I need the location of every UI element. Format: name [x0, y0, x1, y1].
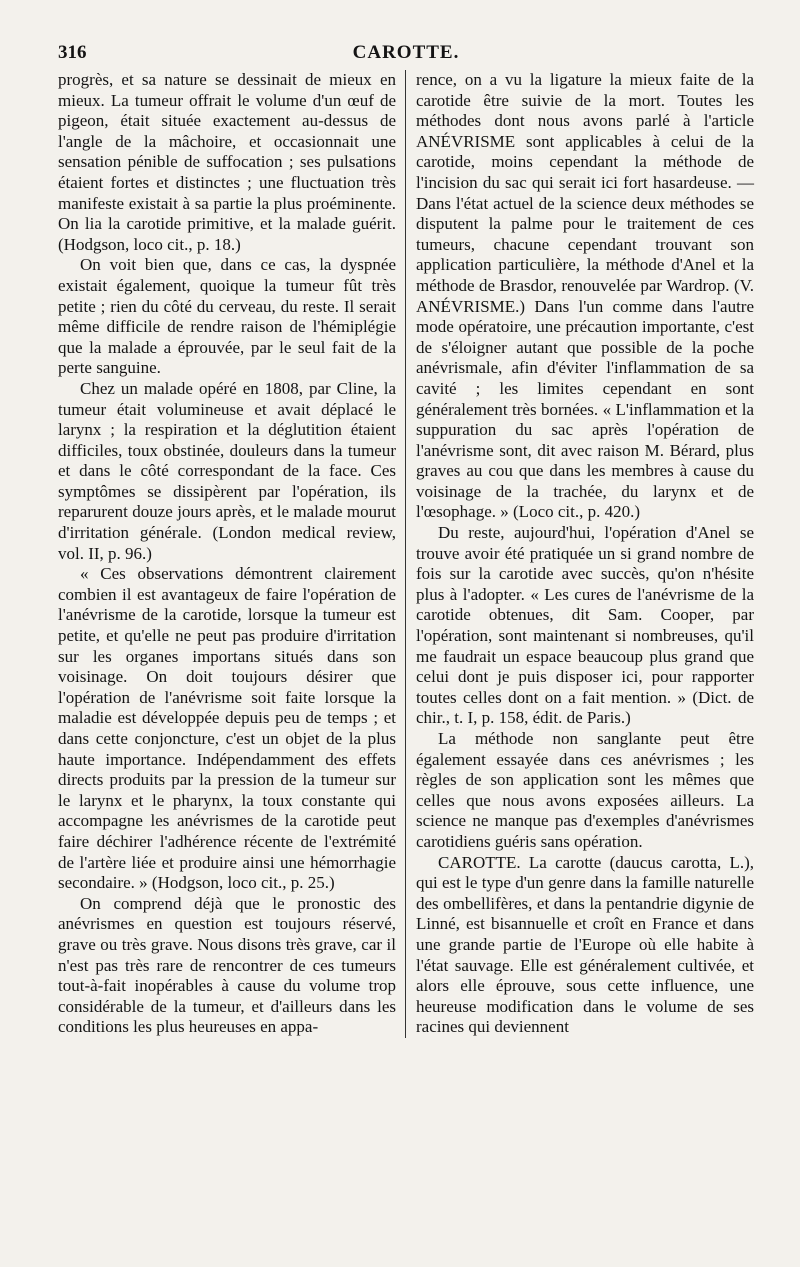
page-number: 316 [58, 42, 87, 63]
left-column [58, 70, 396, 1038]
paragraph: « Ces observations démontrent clairement combien il est avantageux de faire l'opération de l'anévrisme de la carotide, lorsque la tumeur est petite, et qu'elle ne peut pas produire d'irritation sur les organes importans situés dans son voisinage. On doit toujours désirer que l'opération de l'anévrisme soit faite lorsque la maladie est développée depuis peu de temps ; et dans cette conjoncture, c'est un objet de la plus haute importance. Indépendamment des effets directs produits par la pression de la tumeur sur le larynx et le pharynx, la toux constante qui accompagne les anévrismes de la carotide peut faire déchirer l'adhérence récente de l'extrémité de l'artère liée et produire ainsi une hémorrhagie secondaire. » (Hodgson, loco cit., p. 25.) [58, 564, 396, 893]
running-title: CAROTTE. [352, 42, 460, 63]
paragraph: rence, on a vu la ligature la mieux faite de la carotide être suivie de la mort. Toutes les méthodes dont nous avons parlé à l'article ANÉVRISME sont applicables à celui de la carotide, moins cependant la méthode de l'incision du sac qui serait ici fort hasardeuse. — Dans l'état actuel de la science deux méthodes se disputent la palme pour le traitement de ces tumeurs, chacune cependant trouvant son application particulière, la méthode d'Anel et la méthode de Brasdor, renouvelée par Wardrop. (V. ANÉVRISME.) Dans l'un comme dans l'autre mode opératoire, une précaution importante, c'est de s'éloigner autant que possible de la poche anévrismale, afin d'éviter l'inflammation de sa cavité ; les limites cependant en sont généralement très bornées. « L'inflammation et la suppuration du sac après l'opération de l'anévrisme sont, dit avec raison M. Bérard, plus graves au cou que dans les membres à cause du voisinage de la trachée, du larynx et de l'œsophage. » (Loco cit., p. 420.) [416, 70, 754, 522]
paragraph: On voit bien que, dans ce cas, la dyspnée existait également, quoique la tumeur fût très petite ; rien du côté du cerveau, du reste. Il serait même difficile de rendre raison de l'hémiplégie que la malade a éprouvée, par le seul fait de la perte sanguine. [58, 255, 396, 378]
paragraph: progrès, et sa nature se dessinait de mieux en mieux. La tumeur offrait le volume d'un œuf de pigeon, était située exactement au-dessus de l'angle de la mâchoire, et occasionnait une sensation pénible de suffocation ; ses pulsations étaient fortes et distinctes ; une fluctuation très manifeste existait à sa partie la plus proéminente. On lia la carotide primitive, et la malade guérit. (Hodgson, loco cit., p. 18.) [58, 70, 396, 254]
page-header [58, 38, 754, 68]
paragraph: Du reste, aujourd'hui, l'opération d'Anel se trouve avoir été pratiquée un si grand nombre de fois sur la carotide avec succès, qu'on n'hésite plus à l'adopter. « Les cures de l'anévrisme de la carotide obtenues, dit Sam. Cooper, par l'opération, sont maintenant si nombreuses, qu'il me faudrait un espace beaucoup plus grand que celui dont je puis disposer ici, pour rapporter toutes celles dont on a fait mention. » (Dict. de chir., t. I, p. 158, édit. de Paris.) [416, 523, 754, 728]
right-column [416, 70, 754, 1038]
column-divider [405, 70, 406, 1038]
paragraph: CAROTTE. La carotte (daucus carotta, L.), qui est le type d'un genre dans la famille naturelle des ombellifères, et dans la pentandrie digynie de Linné, est bisannuelle et croît en France et dans une grande partie de l'Europe où elle habite à l'état sauvage. Elle est généralement cultivée, et alors elle éprouve, sous cette influence, une heureuse modification dans le volume de ses racines qui deviennent [416, 852, 754, 1037]
paragraph: Chez un malade opéré en 1808, par Cline, la tumeur était volumineuse et avait déplacé le larynx ; la respiration et la déglutition étaient difficiles, toux obstinée, douleurs dans la tumeur et dans le côté correspondant de la face. Ces symptômes se dissipèrent par l'opération, ils reparurent douze jours après, et le malade mourut d'irritation générale. (London medical review, vol. II, p. 96.) [58, 378, 396, 563]
paragraph: On comprend déjà que le pronostic des anévrismes en question est toujours réservé, grave ou très grave. Nous disons très grave, car il n'est pas très rare de rencontrer de ces tumeurs tout-à-fait inopérables à cause du volume trop considérable de la tumeur, et d'ailleurs dans les conditions les plus heureuses en appa- [58, 893, 396, 1037]
text-columns [58, 70, 754, 1038]
paragraph: La méthode non sanglante peut être également essayée dans ces anévrismes ; les règles de son application sont les mêmes que celles que nous avons exposées ailleurs. La science ne manque pas d'exemples d'anévrismes carotidiens guéris sans opération. [416, 729, 754, 851]
